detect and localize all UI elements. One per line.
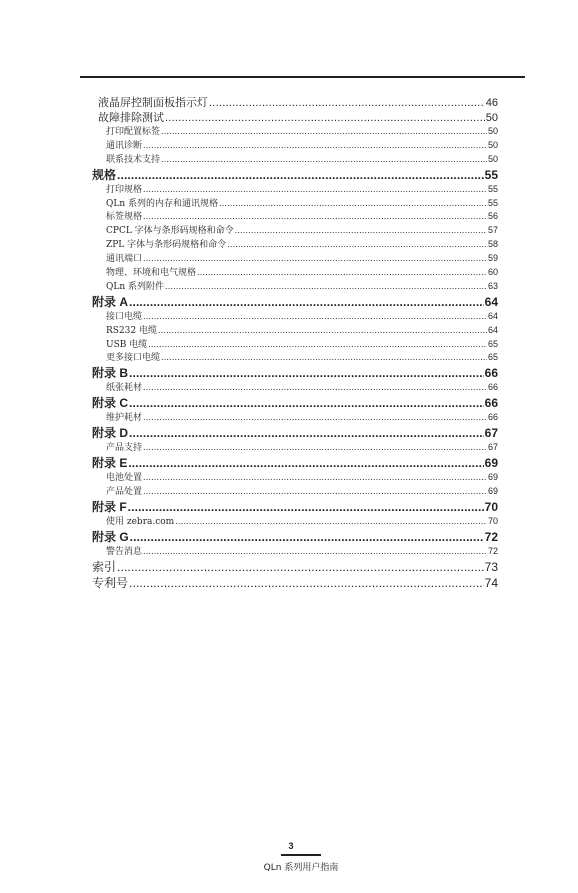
toc-entry[interactable] <box>92 394 498 410</box>
toc-entry-page: 66 <box>484 366 498 381</box>
toc-entry-title: 标签规格 <box>106 212 143 223</box>
toc-entry-title: 附录 F <box>92 499 127 514</box>
dot-leader <box>165 112 485 124</box>
toc-entry-page: 56 <box>487 211 498 222</box>
toc-entry-page: 55 <box>484 167 498 182</box>
toc-entry-title: 警告消息 <box>106 546 143 557</box>
toc-entry-title: 故障排除测试 <box>98 111 164 124</box>
toc-entry[interactable] <box>92 223 498 237</box>
toc-entry-title: 附录 G <box>92 529 129 544</box>
dot-leader <box>129 426 484 440</box>
toc-entry-page: 50 <box>487 126 498 136</box>
toc-entry-title: 接口电缆 <box>106 311 143 322</box>
toc-entry-title: 通讯诊断 <box>106 140 143 151</box>
dot-leader <box>129 576 484 590</box>
dot-leader <box>143 486 487 496</box>
toc-entry-page: 50 <box>487 153 498 164</box>
dot-leader <box>161 352 487 362</box>
toc-entry[interactable] <box>92 484 498 498</box>
toc-entry-page: 57 <box>487 225 498 236</box>
toc-entry-title: 使用 zebra.com <box>106 516 175 527</box>
dot-leader <box>143 546 487 556</box>
toc-entry-title: QLn 系列附件 <box>106 281 165 292</box>
toc-entry-title: QLn 系列的内存和通讯规格 <box>106 198 219 209</box>
toc-entry[interactable] <box>92 544 498 558</box>
toc-entry[interactable] <box>92 251 498 265</box>
toc-entry-title: 专利号 <box>92 575 129 590</box>
toc-entry[interactable] <box>92 237 498 251</box>
toc-entry-page: 72 <box>484 529 498 544</box>
dot-leader <box>143 412 487 422</box>
toc-entry-title: USB 电缆 <box>106 339 148 350</box>
toc-entry[interactable] <box>92 514 498 528</box>
toc-entry-page: 63 <box>487 280 498 291</box>
toc-entry-page: 66 <box>487 382 498 393</box>
toc-entry[interactable] <box>92 109 498 124</box>
toc-entry-page: 50 <box>485 112 498 124</box>
dot-leader <box>128 456 483 470</box>
toc-entry-page: 67 <box>484 426 498 441</box>
dot-leader <box>161 154 487 164</box>
toc-entry-title: 联系技术支持 <box>106 154 161 165</box>
dot-leader <box>235 225 487 235</box>
toc-entry[interactable] <box>92 94 498 109</box>
dot-leader <box>143 140 487 150</box>
toc-entry-page: 69 <box>484 456 498 471</box>
toc-entry-page: 64 <box>487 324 498 335</box>
toc-entry[interactable] <box>92 323 498 337</box>
toc-entry-page: 74 <box>484 575 498 590</box>
toc-entry-page: 72 <box>487 545 498 556</box>
dot-leader <box>130 530 484 544</box>
toc-entry-title: CPCL 字体与条形码规格和命令 <box>106 226 234 237</box>
toc-entry[interactable] <box>92 528 498 544</box>
dot-leader <box>165 281 487 291</box>
toc-entry-title: 产品处置 <box>106 486 143 497</box>
dot-leader <box>143 211 487 221</box>
toc-entry[interactable] <box>92 196 498 210</box>
toc-entry-title: 液晶屏控制面板指示灯 <box>98 96 208 109</box>
toc-entry[interactable] <box>92 410 498 424</box>
dot-leader <box>143 184 487 194</box>
toc-entry[interactable] <box>92 454 498 470</box>
dot-leader <box>175 516 487 526</box>
toc-entry-page: 46 <box>485 97 498 109</box>
dot-leader <box>209 97 485 109</box>
toc-entry-page: 69 <box>487 485 498 496</box>
dot-leader <box>143 311 487 321</box>
toc-entry-title: 附录 A <box>92 294 129 309</box>
toc-entry[interactable] <box>92 364 498 380</box>
toc-entry-page: 66 <box>487 412 498 423</box>
toc-entry[interactable] <box>92 558 498 574</box>
dot-leader <box>143 442 487 452</box>
toc-entry[interactable] <box>92 138 498 152</box>
toc-entry[interactable] <box>92 424 498 440</box>
toc-entry[interactable] <box>92 279 498 293</box>
dot-leader <box>148 339 487 349</box>
toc-entry-page: 60 <box>487 267 498 278</box>
toc-entry-title: RS232 电缆 <box>106 325 157 336</box>
toc-entry[interactable] <box>92 309 498 323</box>
toc-entry-title: 产品支持 <box>106 443 143 454</box>
toc-entry-page: 73 <box>484 559 498 574</box>
dot-leader <box>227 239 487 249</box>
toc-entry-title: ZPL 字体与条形码规格和命令 <box>106 240 227 251</box>
toc-entry-page: 70 <box>487 515 498 526</box>
toc-entry[interactable] <box>92 152 498 166</box>
toc-entry-title: 附录 E <box>92 456 128 471</box>
toc-entry-title: 打印规格 <box>106 184 143 195</box>
dot-leader <box>117 168 484 182</box>
toc-entry-page: 59 <box>487 253 498 264</box>
toc-entry-page: 64 <box>484 294 498 309</box>
toc-entry-title: 规格 <box>92 167 117 182</box>
toc-entry-title: 打印配置标签 <box>106 127 161 137</box>
footer-rule <box>281 854 321 856</box>
toc-entry-page: 65 <box>487 352 498 363</box>
dot-leader <box>219 198 487 208</box>
dot-leader <box>158 325 487 335</box>
toc-entry-page: 55 <box>487 197 498 208</box>
toc-entry[interactable] <box>92 440 498 454</box>
toc-entry-page: 70 <box>484 499 498 514</box>
toc-entry-page: 64 <box>487 310 498 321</box>
toc-entry[interactable] <box>92 574 498 590</box>
toc-entry[interactable] <box>92 166 498 182</box>
toc-entry-title: 电池处置 <box>106 473 143 484</box>
header-rule <box>80 76 525 78</box>
toc-entry[interactable] <box>92 265 498 279</box>
dot-leader <box>143 472 487 482</box>
dot-leader <box>129 366 484 380</box>
toc-entry-title: 附录 B <box>92 366 129 381</box>
toc-entry-title: 更多接口电缆 <box>106 353 161 364</box>
toc-entry[interactable] <box>92 293 498 309</box>
dot-leader <box>143 253 487 263</box>
dot-leader <box>117 560 484 574</box>
toc-entry-title: 附录 C <box>92 396 129 411</box>
toc-entry-page: 69 <box>487 472 498 483</box>
toc-entry-page: 65 <box>487 338 498 349</box>
toc-entry-page: 55 <box>487 183 498 194</box>
toc-entry-title: 附录 D <box>92 426 129 441</box>
toc-entry-page: 66 <box>484 396 498 411</box>
toc-entry-title: 物理、环境和电气规格 <box>106 268 197 279</box>
toc-entry-title: 维护耗材 <box>106 413 143 424</box>
toc-entry-page: 58 <box>487 239 498 250</box>
toc-entry-title: 索引 <box>92 559 117 574</box>
toc-entry-page: 67 <box>487 442 498 453</box>
toc-entry[interactable] <box>92 380 498 394</box>
toc-entry[interactable] <box>92 350 498 364</box>
dot-leader <box>143 382 487 392</box>
toc-entry-title: 纸张耗材 <box>106 383 143 394</box>
page-number: 3 <box>288 841 294 851</box>
toc-entry[interactable] <box>92 209 498 223</box>
dot-leader <box>129 396 484 410</box>
dot-leader <box>197 267 487 277</box>
toc-entry-page: 50 <box>487 139 498 150</box>
toc-entry[interactable] <box>92 182 498 196</box>
toc-entry-title: 通讯端口 <box>106 254 143 265</box>
toc-entry[interactable] <box>92 124 498 138</box>
dot-leader <box>128 500 484 514</box>
toc-entry[interactable] <box>92 337 498 351</box>
guide-title: QLn 系列用户指南 <box>263 863 339 873</box>
dot-leader <box>129 295 484 309</box>
table-of-contents <box>92 94 498 590</box>
toc-entry[interactable] <box>92 470 498 484</box>
dot-leader <box>161 126 487 136</box>
toc-entry[interactable] <box>92 498 498 514</box>
